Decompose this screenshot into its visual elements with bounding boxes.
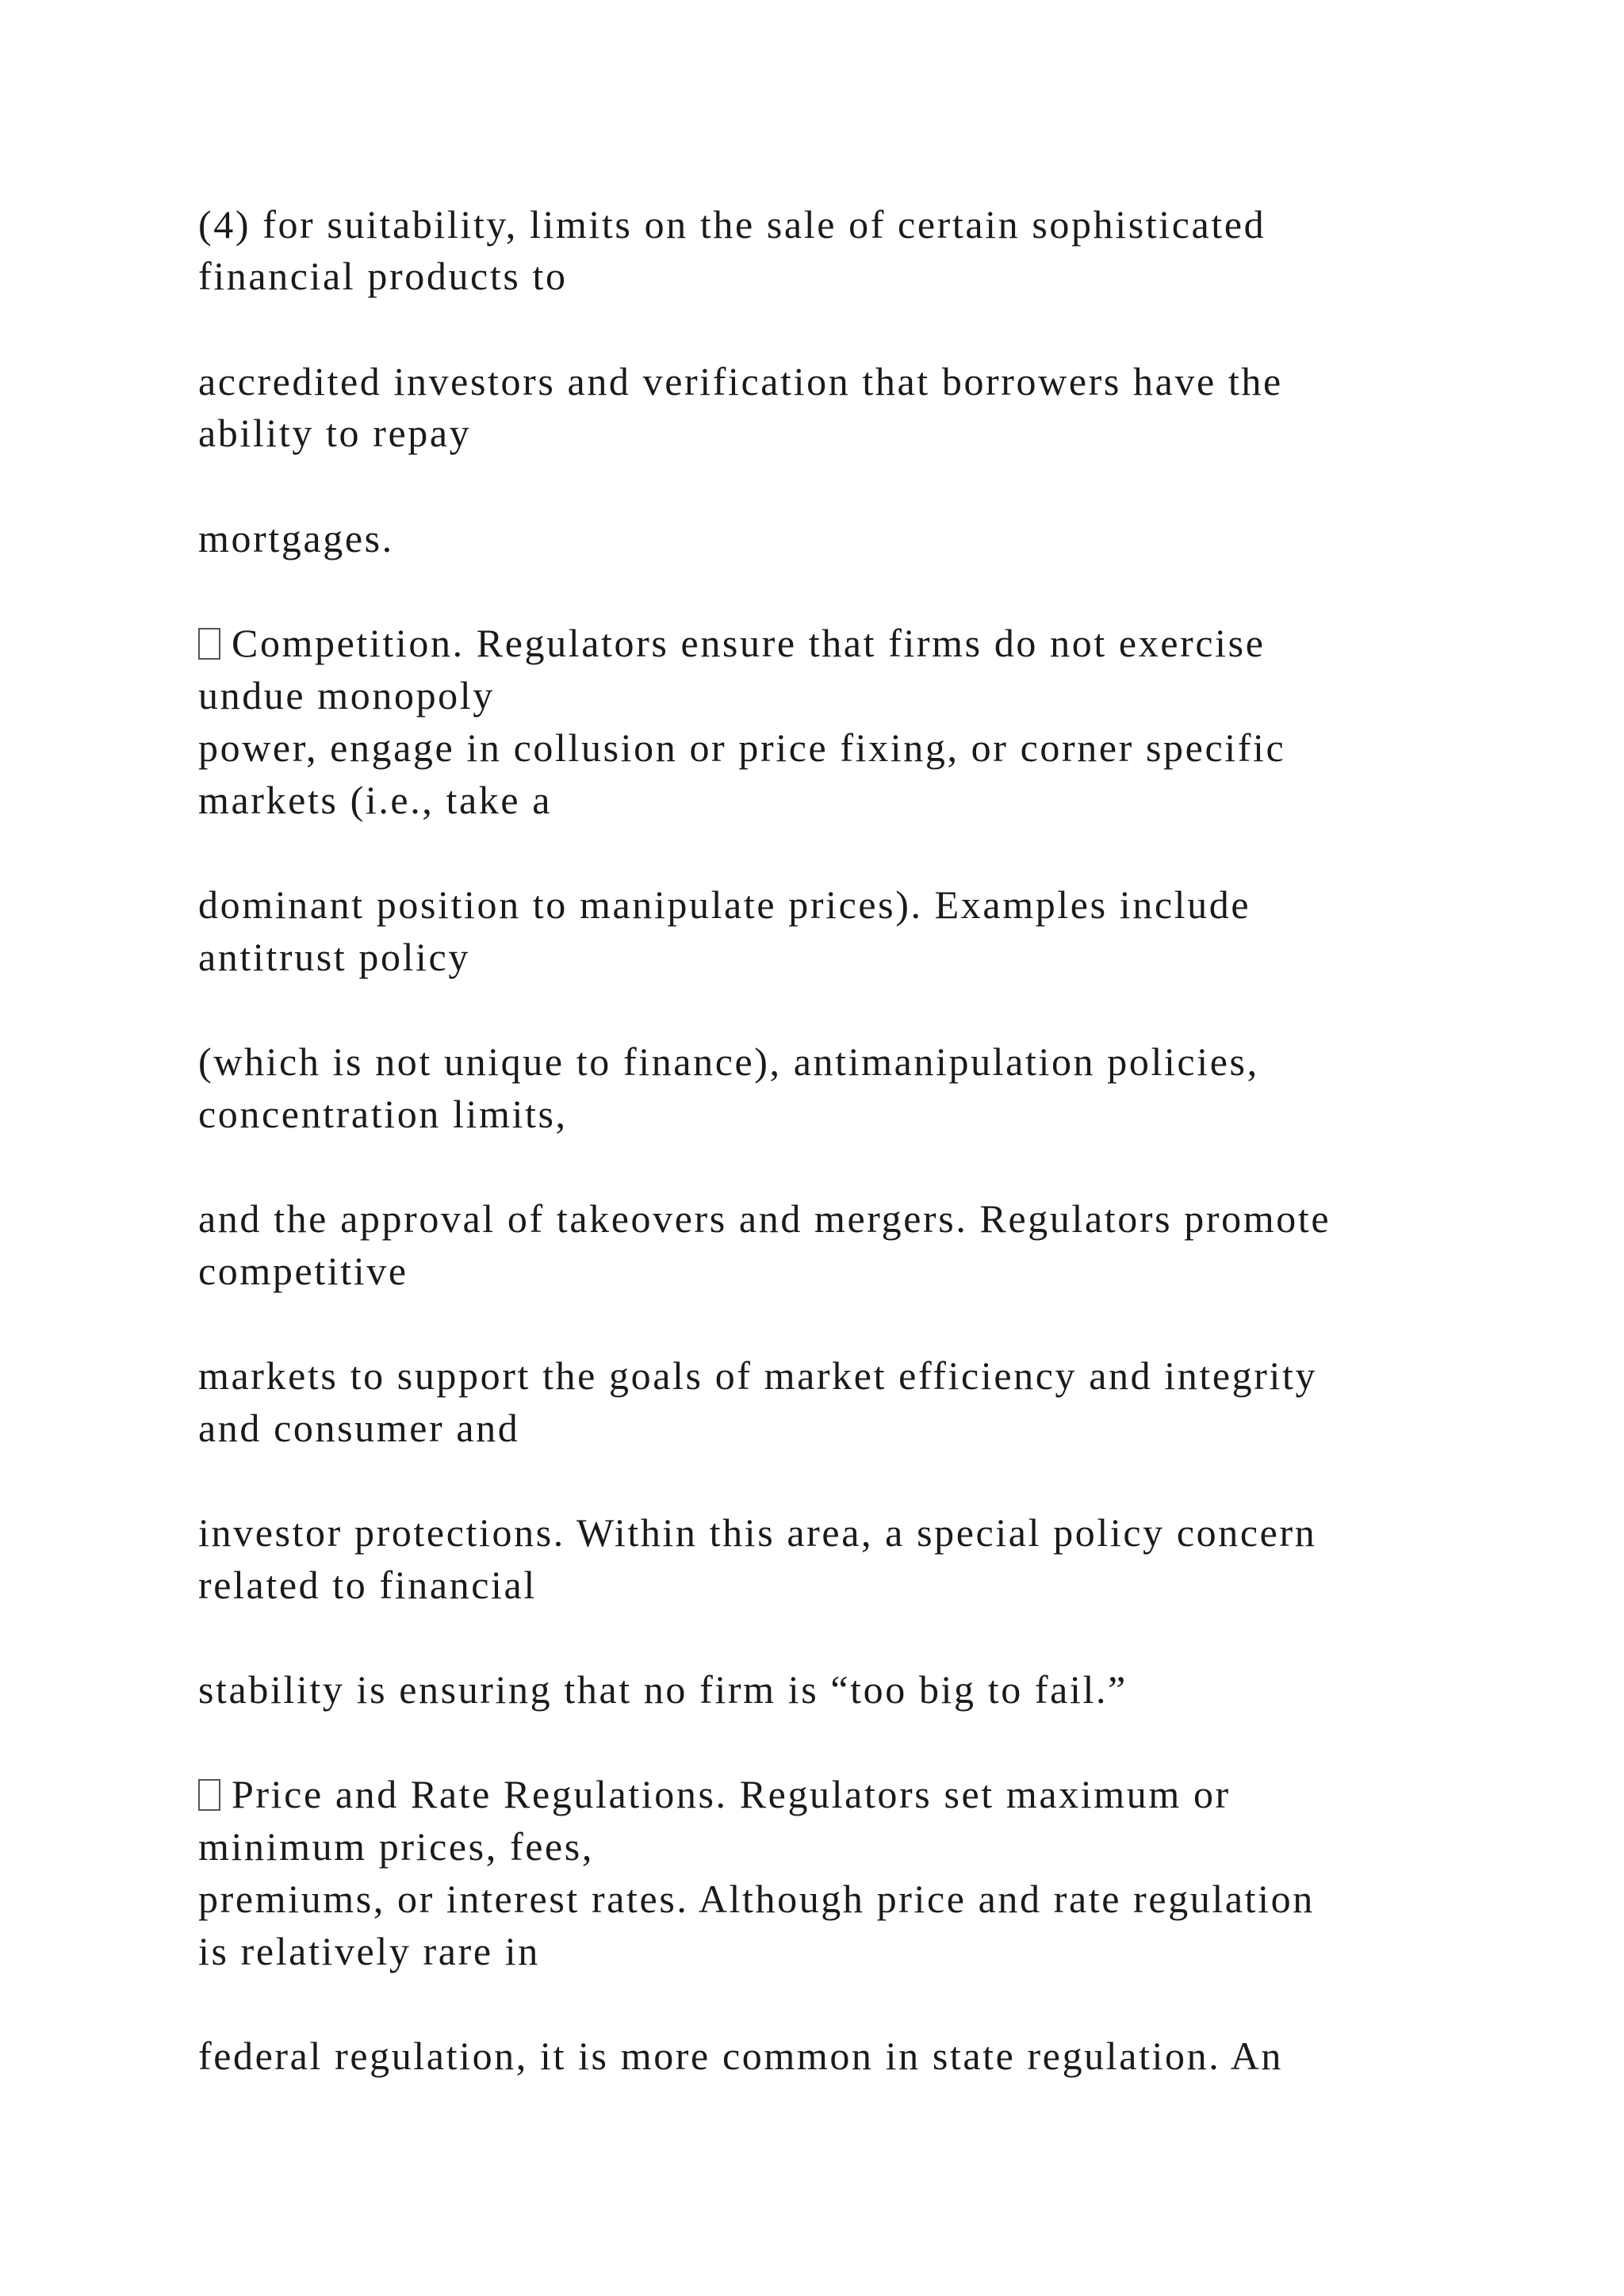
text-line: ability to repay: [198, 411, 472, 455]
text-line: investor protections. Within this area, a special policy concern: [198, 1510, 1317, 1555]
text-line: antitrust policy: [198, 935, 470, 979]
bullet-box-icon: [198, 1779, 220, 1811]
text-line: related to financial: [198, 1563, 537, 1607]
text-line: concentration limits,: [198, 1092, 568, 1136]
text-line: (4) for suitability, limits on the sale of certain sophisticated: [198, 202, 1266, 247]
text-line: accredited investors and verification that borrowers have the: [198, 359, 1283, 404]
text-line: competitive: [198, 1249, 408, 1293]
bullet-text: Competition. Regulators ensure that firms do not exercise: [232, 621, 1266, 665]
text-line: markets (i.e., take a: [198, 778, 553, 822]
text-line: minimum prices, fees,: [198, 1824, 594, 1869]
text-line: stability is ensuring that no firm is “too big to fail.”: [198, 1667, 1128, 1712]
bullet-box-icon: [198, 628, 220, 660]
text-line: mortgages.: [198, 516, 394, 561]
bullet-line: [198, 623, 1266, 663]
bullet-text: Price and Rate Regulations. Regulators set maximum or: [232, 1772, 1231, 1816]
text-line: and the approval of takeovers and mergers. Regulators promote: [198, 1196, 1331, 1241]
text-line: premiums, or interest rates. Although price and rate regulation: [198, 1877, 1315, 1921]
text-line: power, engage in collusion or price fixing, or corner specific: [198, 725, 1286, 770]
text-line: (which is not unique to finance), antimanipulation policies,: [198, 1039, 1259, 1084]
text-line: markets to support the goals of market efficiency and integrity: [198, 1353, 1318, 1398]
text-line: undue monopoly: [198, 673, 495, 718]
text-line: and consumer and: [198, 1406, 520, 1450]
text-line: federal regulation, it is more common in state regulation. An: [198, 2034, 1283, 2078]
text-line: financial products to: [198, 254, 568, 298]
bullet-line: [198, 1774, 1231, 1814]
text-line: dominant position to manipulate prices). Examples include: [198, 882, 1251, 927]
text-line: is relatively rare in: [198, 1929, 540, 1973]
